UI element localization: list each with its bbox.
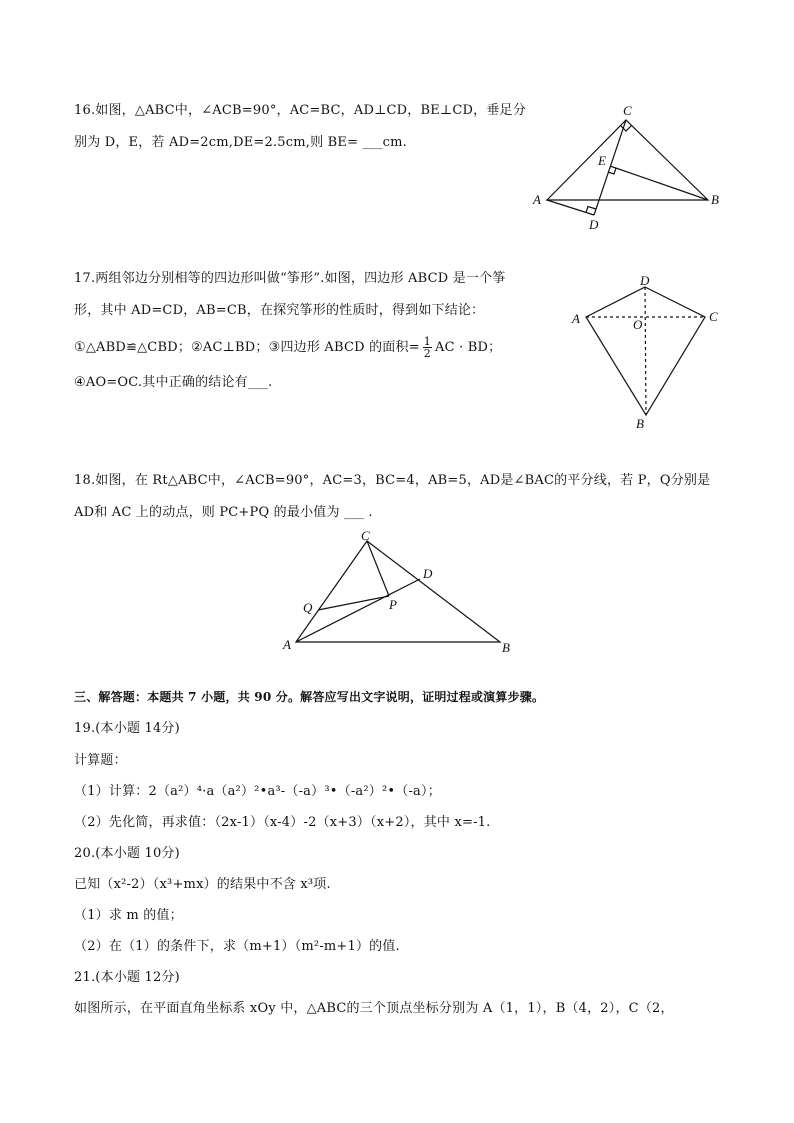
q17-label-a: A	[572, 311, 580, 326]
q17-diagonal-bd	[645, 287, 646, 415]
q16-label-e: E	[598, 153, 606, 168]
q16-triangle-abc	[547, 120, 708, 200]
q20-part2: （2）在（1）的条件下，求（m+1）（m²-m+1）的值.	[74, 939, 400, 954]
q18-line2: AD和 AC 上的动点，则 PC+PQ 的最小值为 ___ .	[74, 505, 373, 520]
q16-line1: 16.如图，△ABC中，∠ACB=90°，AC=BC，AD⊥CD，BE⊥CD，垂足分	[74, 103, 526, 118]
q18-bisector-ad	[296, 579, 420, 642]
q19-title: 19.(本小题 14分)	[74, 721, 180, 736]
q18-label-p: P	[389, 597, 397, 612]
q19-part1: （1）计算：2（a²）⁴·a（a²）²•a³-（-a）³•（-a²）²•（-a）；	[74, 784, 441, 799]
q17-figure	[565, 268, 735, 436]
q16-label-c: C	[623, 103, 632, 118]
q17-line3-post: AC · BD；	[435, 340, 502, 355]
q17-line3	[74, 336, 501, 359]
q17-label-b: B	[636, 416, 644, 431]
q18-label-c: C	[361, 528, 370, 543]
q18-label-b: B	[502, 640, 510, 655]
q17-label-d: D	[640, 273, 650, 288]
q18-label-a: A	[283, 637, 291, 652]
q20-intro: 已知（x²-2）（x³+mx）的结果中不含 x³项.	[74, 877, 331, 892]
section3-heading: 三、解答题：本题共 7 小题，共 90 分。解答应写出文字说明，证明过程或演算步骤。	[74, 690, 545, 704]
q17-line2: 形，其中 AD=CD，AB=CB，在探究筝形的性质时，得到如下结论：	[74, 303, 485, 318]
q16-right-angle-d	[586, 207, 596, 213]
q17-fraction-denominator: 2	[423, 347, 431, 360]
q17-line4: ④AO=OC.其中正确的结论有___.	[74, 375, 273, 390]
q16-segment-ad	[547, 200, 594, 215]
q20-part1: （1）求 m 的值；	[74, 908, 183, 923]
q16-line2: 别为 D，E，若 AD=2cm,DE=2.5cm,则 BE= ___cm.	[74, 135, 407, 150]
q16-label-a: A	[533, 192, 541, 207]
q17-line3-pre: ①△ABD≌△CBD；②AC⊥BD；③四边形 ABCD 的面积=	[74, 340, 420, 355]
q20-title: 20.(本小题 10分)	[74, 846, 180, 861]
q18-label-q: Q	[303, 600, 313, 615]
q18-label-d: D	[423, 566, 433, 581]
q16-segment-be	[610, 166, 708, 200]
q17-line1: 17.两组邻边分别相等的四边形叫做“筝形”.如图，四边形 ABCD 是一个筝	[74, 271, 506, 286]
q17-label-o: O	[633, 317, 643, 332]
q16-label-d: D	[589, 217, 599, 232]
q17-label-c: C	[709, 309, 718, 324]
q19-part2: （2）先化简，再求值：（2x-1）（x-4）-2（x+3）（x+2），其中 x=-1.	[74, 815, 491, 830]
q21-title: 21.(本小题 12分)	[74, 970, 180, 985]
q18-segment-qp	[318, 596, 389, 610]
q19-intro: 计算题：	[74, 753, 127, 768]
q17-fraction	[423, 336, 432, 359]
q21-line1: 如图所示，在平面直角坐标系 xOy 中，△ABC的三个顶点坐标分别为 A（1，1），B（4，2），C（2，	[74, 1001, 674, 1016]
q16-figure	[520, 98, 730, 233]
q16-label-b: B	[711, 192, 719, 207]
q18-line1: 18.如图，在 Rt△ABC中，∠ACB=90°，AC=3，BC=4，AB=5，AD是∠BAC的平分线，若 P，Q分别是	[74, 473, 711, 488]
q18-figure	[278, 525, 518, 660]
q17-fraction-numerator: 1	[423, 335, 431, 348]
